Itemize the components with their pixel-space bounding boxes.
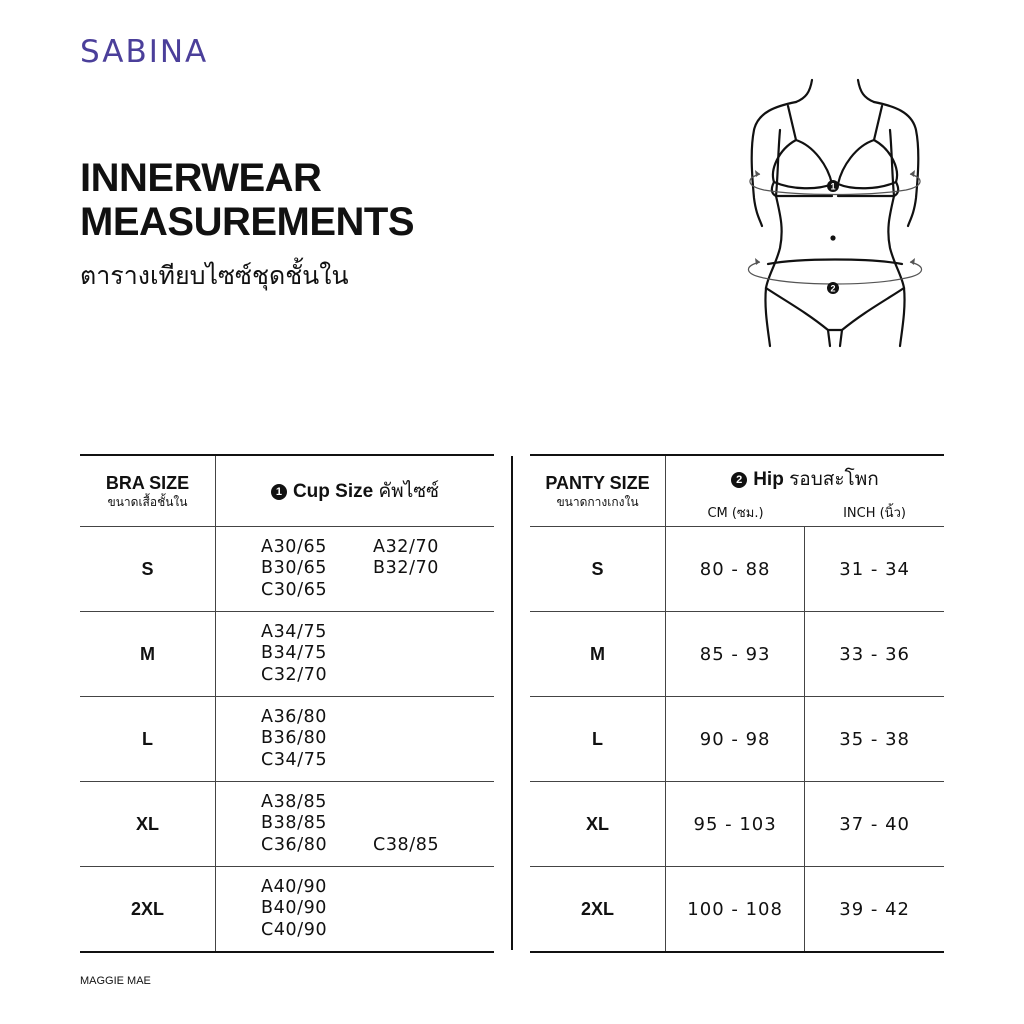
hip-cm-cell: 80 - 88 bbox=[666, 527, 805, 612]
bra-size-cell: S bbox=[80, 527, 216, 612]
table-row bbox=[80, 527, 494, 612]
table-row bbox=[80, 867, 494, 953]
bra-size-table bbox=[80, 454, 494, 953]
table-row bbox=[80, 697, 494, 782]
bra-size-cell: XL bbox=[80, 782, 216, 867]
svg-text:2: 2 bbox=[830, 283, 836, 294]
panty-size-cell: S bbox=[530, 527, 666, 612]
marker-2-icon bbox=[827, 282, 839, 294]
cup-size-cell: A30/65 A32/70 B30/65 B32/70 C30/65 bbox=[216, 527, 495, 612]
svg-text:1: 1 bbox=[830, 181, 836, 192]
hip-inch-cell: 37 - 40 bbox=[805, 782, 944, 867]
panty-table-header bbox=[530, 455, 944, 527]
bra-size-header: BRA SIZE ขนาดเสื้อชั้นใน bbox=[80, 455, 216, 527]
bra-size-cell: 2XL bbox=[80, 867, 216, 953]
table-row bbox=[530, 782, 944, 867]
cup-size-cell: A40/90 B40/90 C40/90 bbox=[216, 867, 495, 953]
panty-size-table bbox=[530, 454, 944, 953]
hip-inch-cell: 31 - 34 bbox=[805, 527, 944, 612]
table-row bbox=[530, 697, 944, 782]
title-line-2: MEASUREMENTS bbox=[80, 200, 415, 244]
marker-1-icon bbox=[827, 180, 839, 192]
hip-inch-cell: 33 - 36 bbox=[805, 612, 944, 697]
hip-inch-cell: 35 - 38 bbox=[805, 697, 944, 782]
navel-mark bbox=[830, 235, 835, 240]
panty-size-cell: M bbox=[530, 612, 666, 697]
cup-size-cell: A34/75 B34/75 C32/70 bbox=[216, 612, 495, 697]
bra-size-cell: L bbox=[80, 697, 216, 782]
page-subtitle: ตารางเทียบไซซ์ชุดชั้นใน bbox=[80, 261, 349, 290]
panty-size-cell: XL bbox=[530, 782, 666, 867]
unit-inch-label: INCH (นิ้ว) bbox=[843, 505, 906, 521]
footer-label: MAGGIE MAE bbox=[80, 975, 151, 987]
panty-size-cell: 2XL bbox=[530, 867, 666, 953]
hip-cm-cell: 90 - 98 bbox=[666, 697, 805, 782]
page-title bbox=[80, 156, 414, 244]
title-line-1: INNERWEAR bbox=[80, 156, 322, 200]
body-measurement-figure bbox=[740, 78, 930, 350]
table-row bbox=[80, 782, 494, 867]
hip-cm-cell: 95 - 103 bbox=[666, 782, 805, 867]
hip-header: 2 Hip รอบสะโพก CM (ซม.) INCH (นิ้ว) bbox=[666, 455, 945, 527]
hip-badge-icon: 2 bbox=[731, 472, 747, 488]
panty-size-header: PANTY SIZE ขนาดกางเกงใน bbox=[530, 455, 666, 527]
cup-badge-icon: 1 bbox=[271, 484, 287, 500]
hip-cm-cell: 100 - 108 bbox=[666, 867, 805, 953]
hip-cm-cell: 85 - 93 bbox=[666, 612, 805, 697]
table-row bbox=[80, 612, 494, 697]
bra-size-cell: M bbox=[80, 612, 216, 697]
cup-size-header: 1 Cup Size คัพไซซ์ bbox=[216, 455, 495, 527]
panty-size-cell: L bbox=[530, 697, 666, 782]
table-row bbox=[530, 612, 944, 697]
hip-inch-cell: 39 - 42 bbox=[805, 867, 944, 953]
cup-size-cell: A38/85 B38/85 C36/80 C38/85 bbox=[216, 782, 495, 867]
brand-logo: SABINA bbox=[80, 34, 209, 70]
table-row bbox=[530, 527, 944, 612]
table-row bbox=[530, 867, 944, 953]
unit-cm-label: CM (ซม.) bbox=[707, 505, 764, 521]
bra-table-header bbox=[80, 455, 494, 527]
cup-size-cell: A36/80 B36/80 C34/75 bbox=[216, 697, 495, 782]
table-divider bbox=[511, 456, 513, 950]
